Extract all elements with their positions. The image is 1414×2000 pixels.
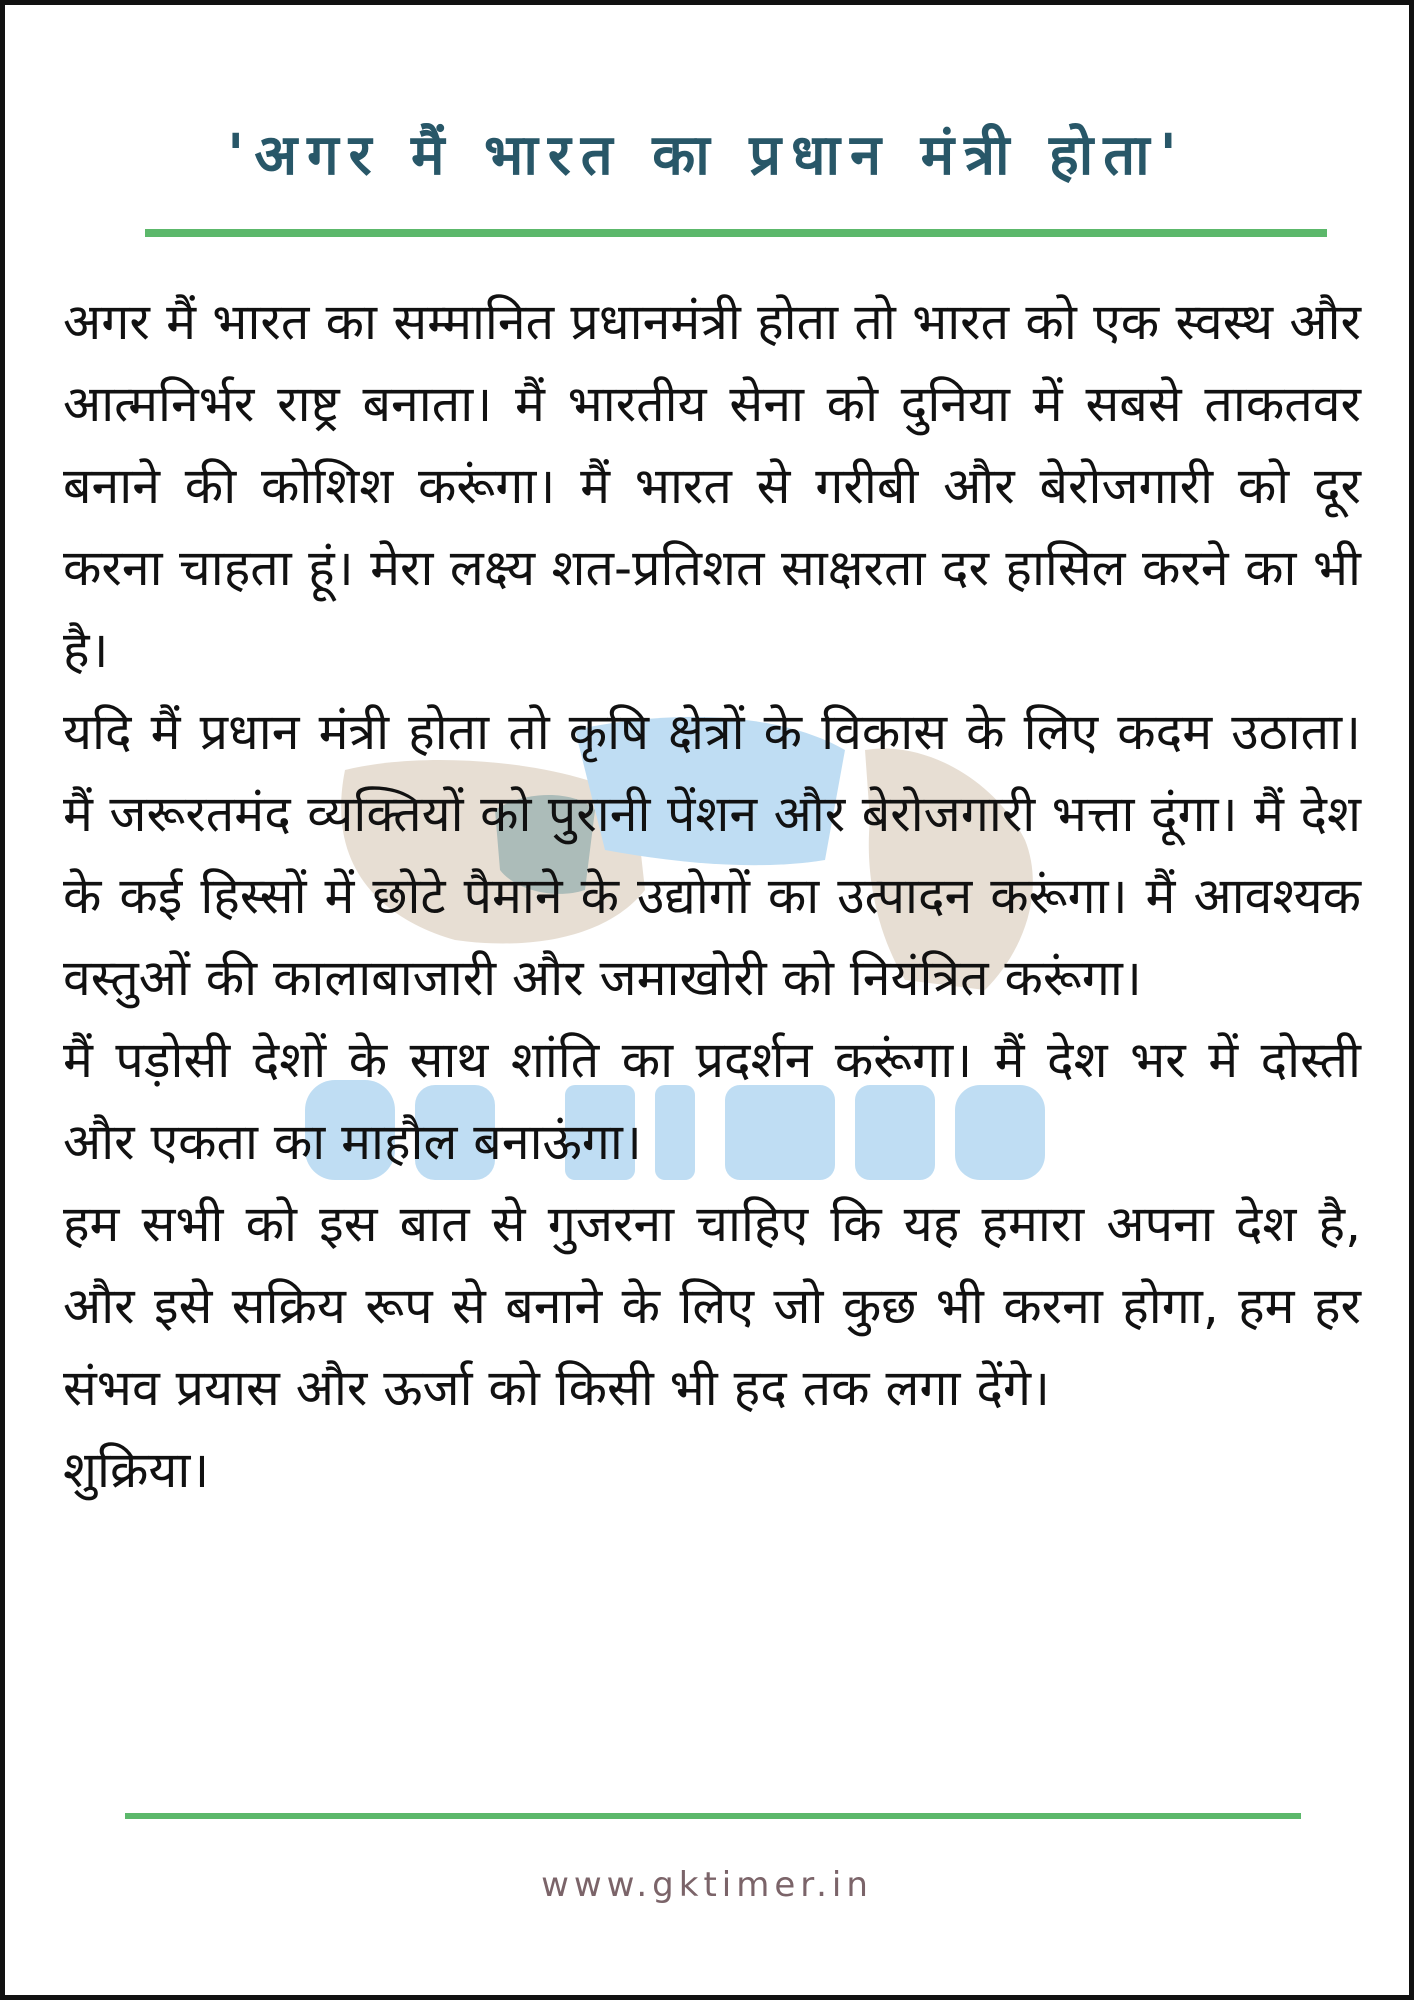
footer-website-url: www.gktimer.in: [541, 1865, 873, 1905]
essay-body: [63, 281, 1361, 1511]
essay-paragraph-1: अगर मैं भारत का सम्मानित प्रधानमंत्री होता तो भारत को एक स्वस्थ और आत्मनिर्भर राष्ट्र बनाता। मैं भारतीय सेना को दुनिया में सबसे ताकतवर बनाने की कोशिश करूंगा। मैं भारत से गरीबी और बेरोजगारी को दूर करना चाहता हूं। मेरा लक्ष्य शत-प्रतिशत साक्षरता दर हासिल करने का भी है।: [63, 293, 1361, 679]
essay-closing: शुक्रिया।: [63, 1441, 210, 1499]
footer-divider: [125, 1813, 1301, 1819]
page-title: 'अगर मैं भारत का प्रधान मंत्री होता': [227, 123, 1187, 188]
essay-paragraph-2: यदि मैं प्रधान मंत्री होता तो कृषि क्षेत्रों के विकास के लिए कदम उठाता। मैं जरूरतमंद व्यक्तियों को पुरानी पेंशन और बेरोजगारी भत्ता दूंगा। मैं देश के कई हिस्सों में छोटे पैमाने के उद्योगों का उत्पादन करूंगा। मैं आवश्यक वस्तुओं की कालाबाजारी और जमाखोरी को नियंत्रित करूंगा।: [63, 703, 1361, 1007]
essay-paragraph-4: हम सभी को इस बात से गुजरना चाहिए कि यह हमारा अपना देश है, और इसे सक्रिय रूप से बनाने के लिए जो कुछ भी करना होगा, हम हर संभव प्रयास और ऊर्जा को किसी भी हद तक लगा देंगे।: [63, 1195, 1361, 1417]
title-divider: [145, 229, 1327, 237]
essay-paragraph-3: मैं पड़ोसी देशों के साथ शांति का प्रदर्शन करूंगा। मैं देश भर में दोस्ती और एकता का माहौल बनाऊंगा।: [63, 1031, 1361, 1171]
